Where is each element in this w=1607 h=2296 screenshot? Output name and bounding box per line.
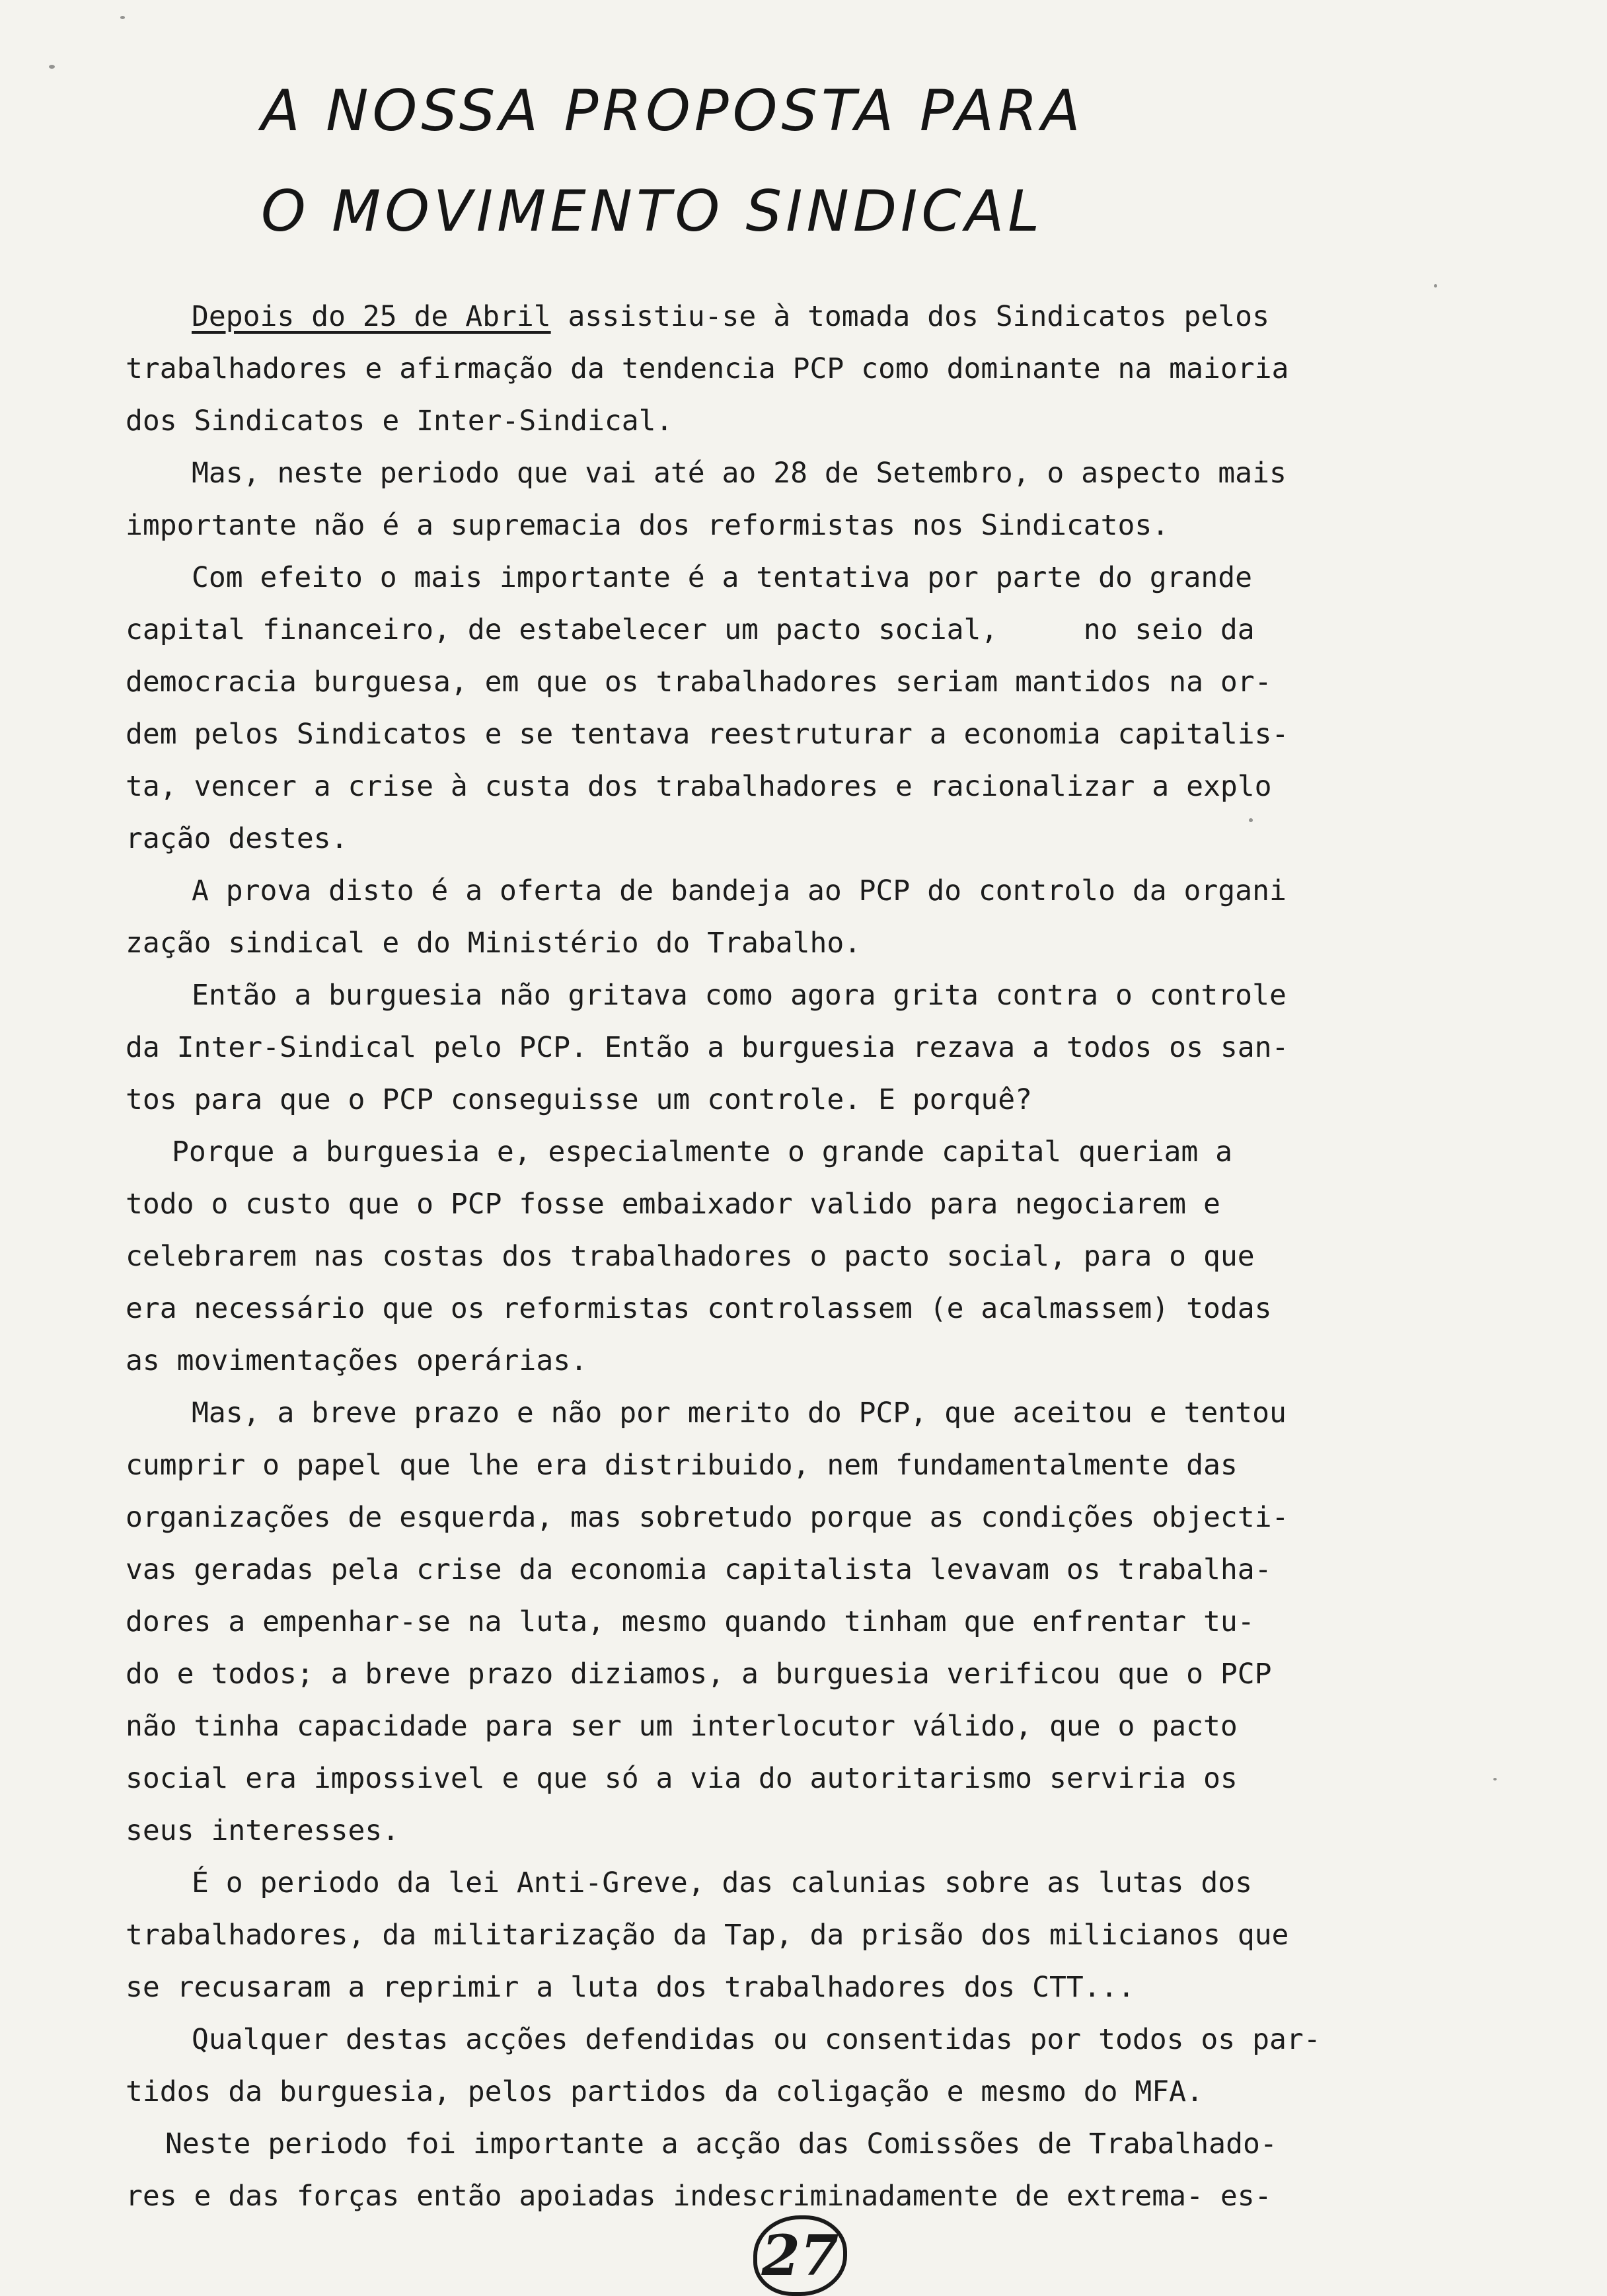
scan-speck bbox=[49, 65, 55, 69]
paragraph-line: organizações de esquerda, mas sobretudo porque as condições objecti- bbox=[126, 1501, 1289, 1534]
paragraph-line: dem pelos Sindicatos e se tentava reestruturar a economia capitalis- bbox=[126, 718, 1289, 751]
paragraph-2 bbox=[126, 447, 1526, 552]
paragraph-line: tos para que o PCP conseguisse um controle. E porquê? bbox=[126, 1083, 1033, 1116]
paragraph-7 bbox=[126, 1387, 1526, 1857]
paragraph-line: Porque a burguesia e, especialmente o grande capital queriam a bbox=[172, 1135, 1233, 1168]
paragraph-line: todo o custo que o PCP fosse embaixador valido para negociarem e bbox=[126, 1188, 1220, 1221]
paragraph-line: trabalhadores, da militarização da Tap, da prisão dos milicianos que bbox=[126, 1919, 1289, 1952]
paragraph-line: da Inter-Sindical pelo PCP. Então a burguesia rezava a todos os san- bbox=[126, 1031, 1289, 1064]
paragraph-line: Mas, neste periodo que vai até ao 28 de Setembro, o aspecto mais bbox=[192, 457, 1287, 490]
paragraph-line: A prova disto é a oferta de bandeja ao PCP do controlo da organi bbox=[192, 874, 1287, 907]
underlined-date-phrase: Depois do 25 de Abril bbox=[192, 300, 551, 333]
paragraph-line: não tinha capacidade para ser um interlocutor válido, que o pacto bbox=[126, 1710, 1238, 1743]
paragraph-line: É o periodo da lei Anti-Greve, das calunias sobre as lutas dos bbox=[192, 1866, 1253, 1899]
paragraph-5 bbox=[126, 970, 1526, 1126]
paragraph-line: Com efeito o mais importante é a tentativa por parte do grande bbox=[192, 561, 1253, 594]
paragraph-line: Mas, a breve prazo e não por merito do PCP, que aceitou e tentou bbox=[192, 1397, 1287, 1430]
paragraph-line: ração destes. bbox=[126, 822, 348, 855]
scan-speck bbox=[1493, 1778, 1497, 1780]
paragraph-text: assistiu-se à tomada dos Sindicatos pelos bbox=[550, 300, 1269, 333]
scan-speck bbox=[1434, 284, 1437, 287]
document-title-line-2: O MOVIMENTO SINDICAL bbox=[261, 178, 1044, 245]
paragraph-line: capital financeiro, de estabelecer um pacto social, no seio da bbox=[126, 613, 1255, 646]
paragraph-line: as movimentações operárias. bbox=[126, 1344, 587, 1377]
paragraph-line: celebrarem nas costas dos trabalhadores o pacto social, para o que bbox=[126, 1240, 1255, 1273]
document-title-line-1: A NOSSA PROPOSTA PARA bbox=[261, 78, 1084, 144]
paragraph-1 bbox=[126, 291, 1526, 447]
paragraph-line: Neste periodo foi importante a acção das Comissões de Trabalhado- bbox=[165, 2127, 1277, 2161]
paragraph-line: res e das forças então apoiadas indescriminadamente de extrema- es- bbox=[126, 2180, 1272, 2213]
paragraph-line: dos Sindicatos e Inter-Sindical. bbox=[126, 404, 673, 438]
paragraph-line: zação sindical e do Ministério do Trabalho. bbox=[126, 927, 862, 960]
paragraph-line: se recusaram a reprimir a luta dos trabalhadores dos CTT... bbox=[126, 1971, 1135, 2004]
paragraph-line bbox=[126, 291, 1526, 343]
paragraph-3 bbox=[126, 552, 1526, 865]
paragraph-line: democracia burguesa, em que os trabalhadores seriam mantidos na or- bbox=[126, 666, 1272, 699]
paragraph-6 bbox=[126, 1126, 1526, 1387]
paragraph-4 bbox=[126, 865, 1526, 970]
paragraph-10 bbox=[126, 2118, 1526, 2223]
paragraph-line: importante não é a supremacia dos reformistas nos Sindicatos. bbox=[126, 509, 1170, 542]
page-number: 27 bbox=[753, 2215, 847, 2296]
scan-speck bbox=[120, 16, 125, 19]
paragraph-line: era necessário que os reformistas controlassem (e acalmassem) todas bbox=[126, 1292, 1272, 1325]
paragraph-line: seus interesses. bbox=[126, 1814, 400, 1847]
paragraph-9 bbox=[126, 2014, 1526, 2118]
paragraph-line: Então a burguesia não gritava como agora grita contra o controle bbox=[192, 979, 1287, 1012]
paragraph-line: vas geradas pela crise da economia capitalista levavam os trabalha- bbox=[126, 1553, 1272, 1586]
scan-speck bbox=[1249, 818, 1253, 822]
paragraph-8 bbox=[126, 1857, 1526, 2014]
paragraph-line: tidos da burguesia, pelos partidos da coligação e mesmo do MFA. bbox=[126, 2075, 1203, 2108]
paragraph-line: cumprir o papel que lhe era distribuido, nem fundamentalmente das bbox=[126, 1449, 1238, 1482]
paragraph-line: ta, vencer a crise à custa dos trabalhadores e racionalizar a explo bbox=[126, 770, 1272, 803]
paragraph-line: Qualquer destas acções defendidas ou consentidas por todos os par- bbox=[192, 2023, 1321, 2056]
paragraph-line: dores a empenhar-se na luta, mesmo quando tinham que enfrentar tu- bbox=[126, 1605, 1255, 1638]
paragraph-line: do e todos; a breve prazo diziamos, a burguesia verificou que o PCP bbox=[126, 1658, 1272, 1691]
paragraph-line: social era impossivel e que só a via do autoritarismo serviria os bbox=[126, 1762, 1238, 1795]
document-body bbox=[126, 291, 1526, 2223]
paragraph-line: trabalhadores e afirmação da tendencia PCP como dominante na maioria bbox=[126, 352, 1289, 385]
